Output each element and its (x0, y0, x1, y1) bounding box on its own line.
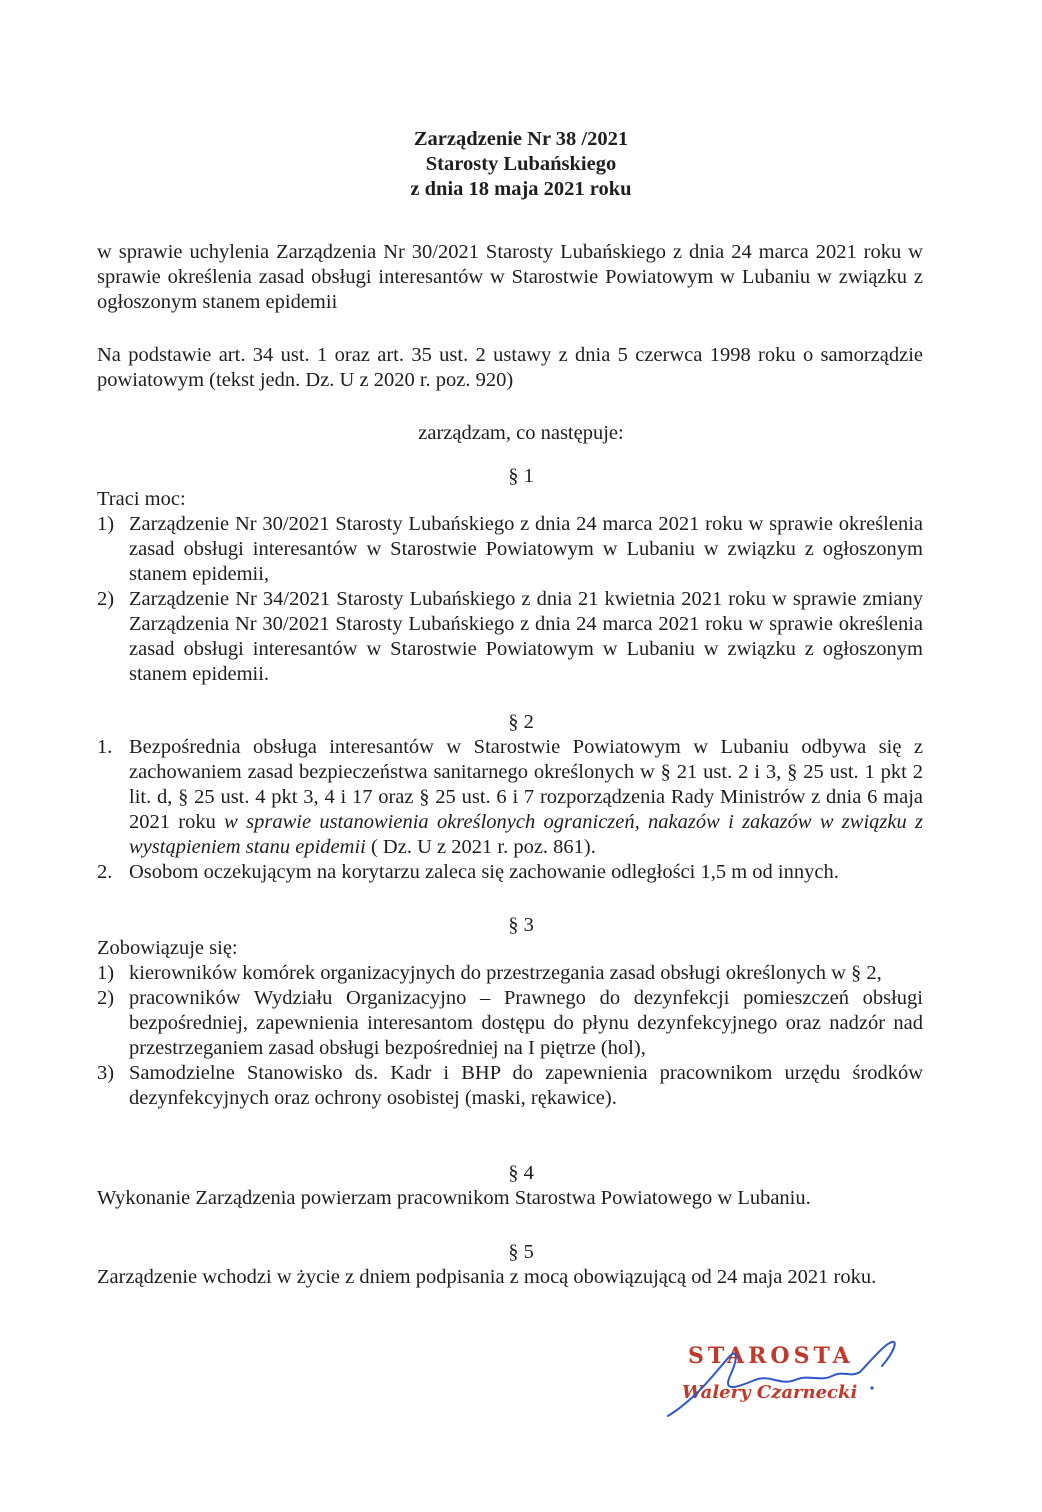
section-3-mark: § 3 (508, 914, 534, 936)
list-item-number: 3) (97, 1062, 115, 1084)
title-line-3: z dnia 18 maja 2021 roku (410, 178, 632, 200)
stamp-name: Walery Czarnecki (682, 1382, 858, 1403)
regulation-title-italic: w sprawie ustanowienia określonych ograniczeń, nakazów i zakazów w związku z wystąpieniem stanu epidemii (129, 811, 923, 858)
list-item (97, 587, 923, 687)
list-item (97, 735, 923, 860)
title-line-1: Zarządzenie Nr 38 /2021 (413, 128, 629, 150)
list-item-text: Samodzielne Stanowisko ds. Kadr i BHP do zapewnienia pracownikom urzędu środków dezynfekcyjnych oraz ochrony osobistej (maski, rękawice). (129, 1062, 923, 1109)
list-item-number: 2) (97, 588, 115, 610)
list-item-text: Osobom oczekującym na korytarzu zaleca się zachowanie odległości 1,5 m od innych. (129, 861, 839, 883)
list-item (97, 1061, 923, 1111)
section-4-mark: § 4 (508, 1162, 534, 1184)
starosta-stamp (660, 1336, 900, 1426)
document-title (0, 127, 1042, 202)
list-item-number: 2) (97, 987, 115, 1009)
legal-basis-paragraph: Na podstawie art. 34 ust. 1 oraz art. 35 ust. 2 ustawy z dnia 5 czerwca 1998 roku o samorządzie powiatowym (tekst jedn. Dz. U z 2020 r. poz. 920) (97, 344, 923, 391)
section-5-mark: § 5 (508, 1241, 534, 1263)
ordering-clause: zarządzam, co następuje: (418, 422, 624, 444)
section-1-list (97, 512, 923, 687)
list-item-number: 1) (97, 513, 115, 535)
section-1-mark: § 1 (508, 465, 534, 487)
list-item-text: Zarządzenie Nr 30/2021 Starosty Lubańskiego z dnia 24 marca 2021 roku w sprawie określenia zasad obsługi interesantów w Starostwie Powiatowym w Lubaniu w związku z ogłoszonym stanem epidemii, (129, 513, 923, 585)
section-2-list (97, 735, 923, 885)
list-item (97, 512, 923, 587)
list-item-text: Zarządzenie Nr 34/2021 Starosty Lubańskiego z dnia 21 kwietnia 2021 roku w sprawie zmiany Zarządzenia Nr 30/2021 Starosty Lubańskiego z dnia 24 marca 2021 roku w sprawie określenia zasad obsługi interesantów w Starostwie Powiatowym w Lubaniu w związku z ogłoszonym stanem epidemii. (129, 588, 923, 685)
title-line-2: Starosty Lubańskiego (425, 153, 617, 175)
section-5-text: Zarządzenie wchodzi w życie z dniem podpisania z mocą obowiązującą od 24 maja 2021 roku. (97, 1266, 877, 1288)
list-item-number: 2. (97, 861, 113, 883)
list-item-number: 1) (97, 962, 115, 984)
list-item (97, 986, 923, 1061)
list-item (97, 961, 923, 986)
list-item-text: pracowników Wydziału Organizacyjno – Prawnego do dezynfekcji pomieszczeń obsługi bezpośredniej, zapewnienia interesantom dostępu do płynu dezynfekcyjnego oraz nadzór nad przestrzeganiem zasad obsługi bezpośredniej na I piętrze (hol), (129, 987, 923, 1059)
subject-paragraph: w sprawie uchylenia Zarządzenia Nr 30/2021 Starosty Lubańskiego z dnia 24 marca 2021 roku w sprawie określenia zasad obsługi interesantów w Starostwie Powiatowym w Lubaniu w związku z ogłoszonym stanem epidemii (97, 241, 923, 313)
section-2-mark: § 2 (508, 711, 534, 733)
list-item-number: 1. (97, 736, 113, 758)
section-1-intro: Traci moc: (97, 488, 186, 510)
section-4-text: Wykonanie Zarządzenia powierzam pracownikom Starostwa Powiatowego w Lubaniu. (97, 1187, 811, 1209)
section-3-list (97, 961, 923, 1111)
section-3-intro: Zobowiązuje się: (97, 937, 238, 959)
list-item-text: Bezpośrednia obsługa interesantów w Starostwie Powiatowym w Lubaniu odbywa się z zachowaniem zasad bezpieczeństwa sanitarnego określonych w § 21 ust. 2 i 3, § 25 ust. 1 pkt 2 lit. d, § 25 ust. 4 pkt 3, 4 i 17 oraz § 25 ust. 6 i 7 rozporządzenia Rady Ministrów z dnia 6 maja 2021 roku (129, 736, 923, 833)
stamp-title: STAROSTA (688, 1343, 854, 1369)
list-item (97, 860, 923, 885)
list-item-text: kierowników komórek organizacyjnych do przestrzegania zasad obsługi określonych w § 2, (129, 962, 882, 984)
handwritten-signature-icon (660, 1336, 900, 1426)
list-item-text-tail: ( Dz. U z 2021 r. poz. 861). (365, 836, 596, 858)
